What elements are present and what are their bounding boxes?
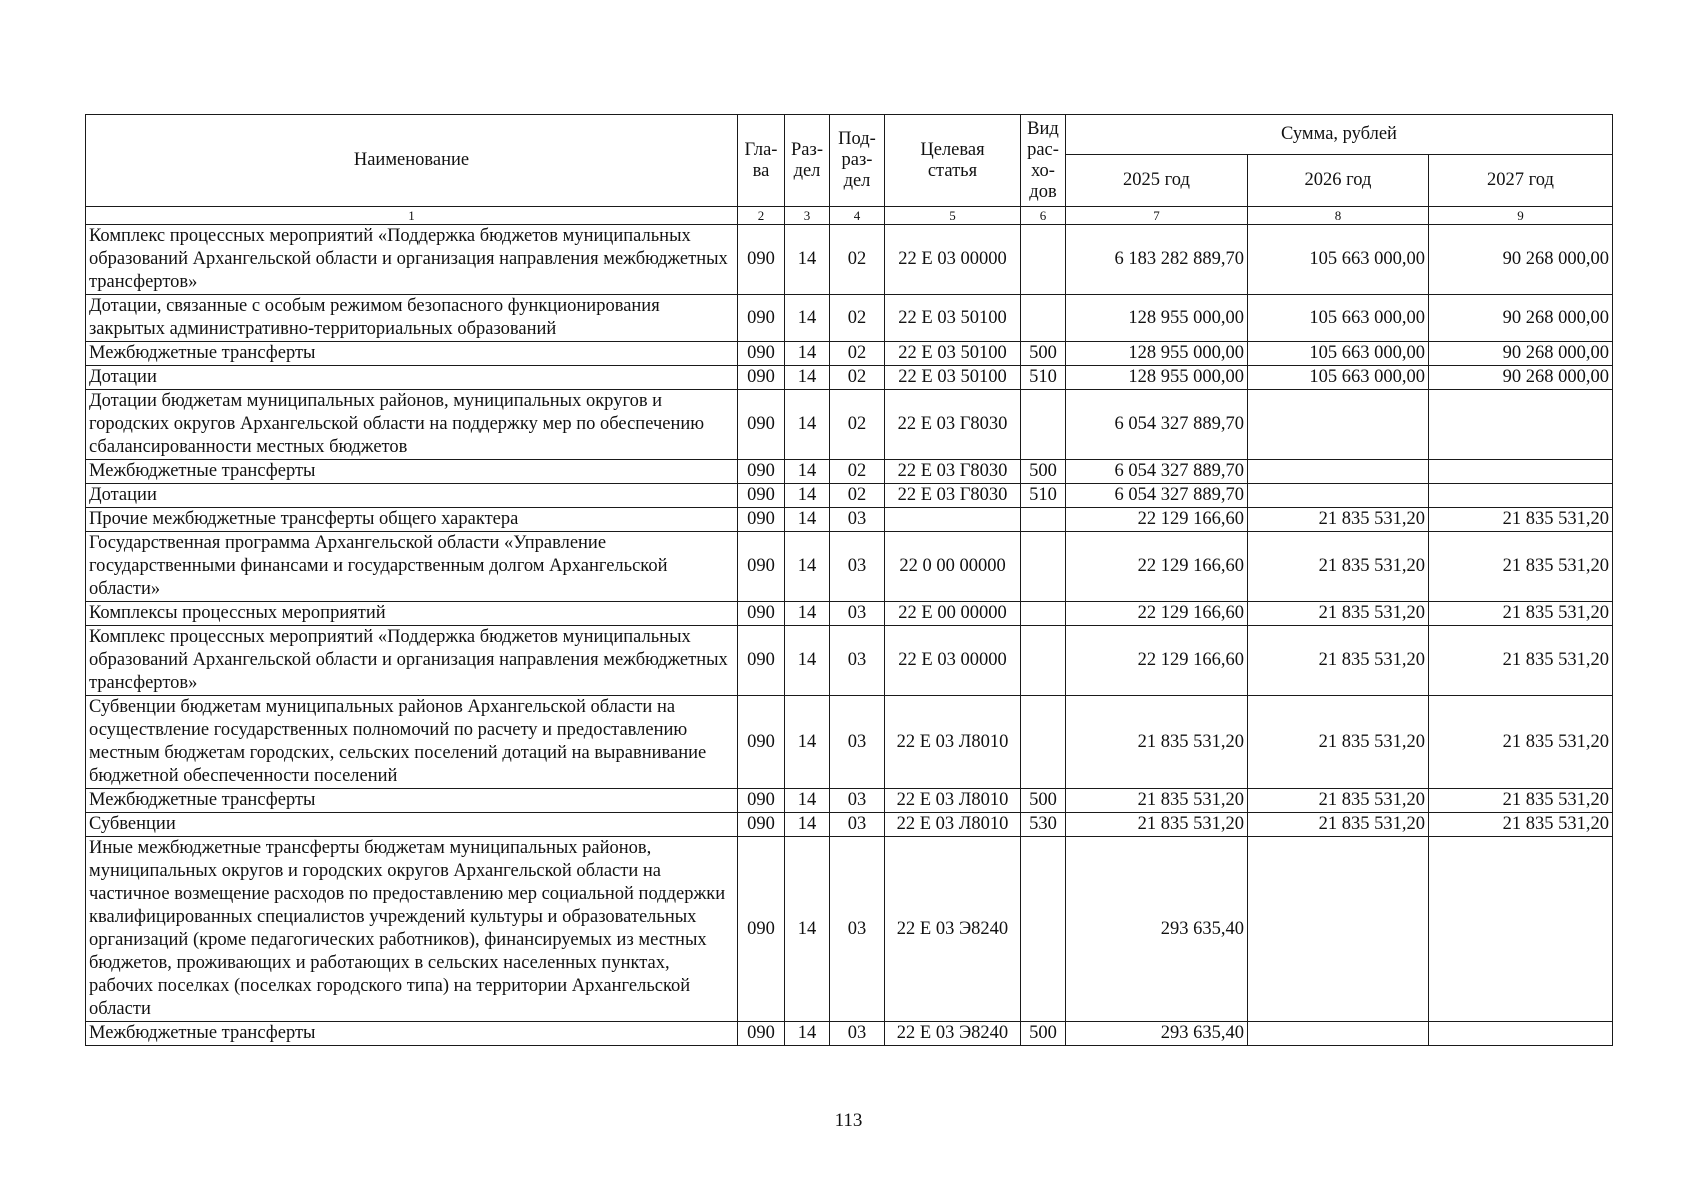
cell-vid-rashodov: 510: [1021, 484, 1066, 508]
cell-sum-2027: [1429, 837, 1613, 1022]
cell-vid-rashodov: [1021, 390, 1066, 460]
col-index: 3: [785, 207, 830, 225]
cell-glava: 090: [738, 532, 785, 602]
cell-sum-2027: 21 835 531,20: [1429, 813, 1613, 837]
header-podrazdel: Под- раз- дел: [830, 115, 885, 207]
cell-podrazdel: 03: [830, 626, 885, 696]
page-number: 113: [834, 1110, 863, 1131]
cell-sum-2027: 90 268 000,00: [1429, 342, 1613, 366]
cell-celevaya-statya: 22 Е 03 Л8010: [885, 813, 1021, 837]
cell-podrazdel: 03: [830, 789, 885, 813]
cell-celevaya-statya: 22 0 00 00000: [885, 532, 1021, 602]
cell-sum-2027: 21 835 531,20: [1429, 508, 1613, 532]
cell-celevaya-statya: 22 Е 03 Г8030: [885, 484, 1021, 508]
cell-sum-2026: [1248, 1022, 1429, 1046]
table-row: [86, 225, 1613, 295]
cell-podrazdel: 02: [830, 366, 885, 390]
cell-razdel: 14: [785, 295, 830, 342]
cell-celevaya-statya: 22 Е 03 00000: [885, 225, 1021, 295]
cell-glava: 090: [738, 225, 785, 295]
cell-sum-2025: 6 054 327 889,70: [1066, 484, 1248, 508]
header-2025: 2025 год: [1066, 155, 1248, 207]
cell-glava: 090: [738, 1022, 785, 1046]
cell-podrazdel: 03: [830, 602, 885, 626]
cell-sum-2026: 105 663 000,00: [1248, 366, 1429, 390]
cell-name: Межбюджетные трансферты: [86, 1022, 738, 1046]
cell-podrazdel: 03: [830, 813, 885, 837]
cell-sum-2025: 21 835 531,20: [1066, 789, 1248, 813]
cell-sum-2026: 21 835 531,20: [1248, 813, 1429, 837]
cell-sum-2026: 105 663 000,00: [1248, 295, 1429, 342]
header-celevaya: Целевая статья: [885, 115, 1021, 207]
table-row: [86, 508, 1613, 532]
cell-name: Комплекс процессных мероприятий «Поддержка бюджетов муниципальных образований Архангельской области и организация направления межбюджетных трансфертов»: [86, 225, 738, 295]
cell-vid-rashodov: 500: [1021, 342, 1066, 366]
cell-razdel: 14: [785, 342, 830, 366]
cell-celevaya-statya: [885, 508, 1021, 532]
cell-sum-2025: 293 635,40: [1066, 837, 1248, 1022]
cell-sum-2025: 21 835 531,20: [1066, 696, 1248, 789]
cell-sum-2026: 21 835 531,20: [1248, 626, 1429, 696]
cell-razdel: 14: [785, 532, 830, 602]
cell-celevaya-statya: 22 Е 03 50100: [885, 295, 1021, 342]
cell-sum-2026: 21 835 531,20: [1248, 508, 1429, 532]
header-razdel: Раз- дел: [785, 115, 830, 207]
cell-name: Межбюджетные трансферты: [86, 460, 738, 484]
cell-glava: 090: [738, 390, 785, 460]
cell-name: Дотации: [86, 366, 738, 390]
table-row: [86, 484, 1613, 508]
cell-name: Прочие межбюджетные трансферты общего характера: [86, 508, 738, 532]
cell-sum-2025: 293 635,40: [1066, 1022, 1248, 1046]
table-row: [86, 532, 1613, 602]
cell-razdel: 14: [785, 696, 830, 789]
cell-sum-2025: 21 835 531,20: [1066, 813, 1248, 837]
col-index: 5: [885, 207, 1021, 225]
cell-sum-2026: [1248, 390, 1429, 460]
cell-sum-2027: [1429, 1022, 1613, 1046]
cell-glava: 090: [738, 508, 785, 532]
cell-vid-rashodov: [1021, 626, 1066, 696]
cell-celevaya-statya: 22 Е 03 00000: [885, 626, 1021, 696]
cell-sum-2027: 90 268 000,00: [1429, 366, 1613, 390]
cell-glava: 090: [738, 484, 785, 508]
cell-sum-2027: 21 835 531,20: [1429, 626, 1613, 696]
cell-glava: 090: [738, 602, 785, 626]
budget-table: [85, 114, 1613, 1046]
col-index: 8: [1248, 207, 1429, 225]
cell-glava: 090: [738, 837, 785, 1022]
cell-glava: 090: [738, 789, 785, 813]
cell-sum-2026: 21 835 531,20: [1248, 789, 1429, 813]
cell-celevaya-statya: 22 Е 03 Г8030: [885, 460, 1021, 484]
col-index: 6: [1021, 207, 1066, 225]
cell-sum-2026: 21 835 531,20: [1248, 696, 1429, 789]
cell-vid-rashodov: 500: [1021, 789, 1066, 813]
cell-podrazdel: 03: [830, 508, 885, 532]
cell-podrazdel: 03: [830, 837, 885, 1022]
cell-name: Дотации, связанные с особым режимом безопасного функционирования закрытых административно-территориальных образований: [86, 295, 738, 342]
cell-sum-2026: 105 663 000,00: [1248, 342, 1429, 366]
cell-razdel: 14: [785, 484, 830, 508]
cell-sum-2026: [1248, 460, 1429, 484]
cell-name: Комплексы процессных мероприятий: [86, 602, 738, 626]
table-row: [86, 366, 1613, 390]
cell-sum-2025: 22 129 166,60: [1066, 532, 1248, 602]
col-index: 2: [738, 207, 785, 225]
header-2026: 2026 год: [1248, 155, 1429, 207]
table-body: [86, 225, 1613, 1046]
cell-razdel: 14: [785, 626, 830, 696]
cell-razdel: 14: [785, 366, 830, 390]
cell-razdel: 14: [785, 837, 830, 1022]
cell-vid-rashodov: [1021, 532, 1066, 602]
cell-vid-rashodov: 500: [1021, 460, 1066, 484]
col-index: 4: [830, 207, 885, 225]
header-summa: Сумма, рублей: [1066, 115, 1613, 155]
cell-glava: 090: [738, 342, 785, 366]
cell-celevaya-statya: 22 Е 03 Л8010: [885, 789, 1021, 813]
cell-razdel: 14: [785, 460, 830, 484]
cell-sum-2027: 21 835 531,20: [1429, 602, 1613, 626]
cell-glava: 090: [738, 813, 785, 837]
cell-podrazdel: 02: [830, 460, 885, 484]
cell-glava: 090: [738, 366, 785, 390]
cell-name: Субвенции бюджетам муниципальных районов Архангельской области на осуществление государственных полномочий по расчету и предоставлению местным бюджетам городских, сельских поселений дотаций на выравнивание бюджетной обеспеченности поселений: [86, 696, 738, 789]
cell-name: Субвенции: [86, 813, 738, 837]
col-index: 1: [86, 207, 738, 225]
cell-name: Межбюджетные трансферты: [86, 789, 738, 813]
cell-sum-2026: 105 663 000,00: [1248, 225, 1429, 295]
cell-podrazdel: 03: [830, 696, 885, 789]
cell-name: Дотации бюджетам муниципальных районов, муниципальных округов и городских округов Архангельской области на поддержку мер по обеспечению сбалансированности местных бюджетов: [86, 390, 738, 460]
cell-sum-2027: 90 268 000,00: [1429, 295, 1613, 342]
cell-vid-rashodov: [1021, 295, 1066, 342]
cell-sum-2025: 22 129 166,60: [1066, 602, 1248, 626]
cell-podrazdel: 02: [830, 390, 885, 460]
cell-vid-rashodov: [1021, 508, 1066, 532]
table-row: [86, 602, 1613, 626]
cell-podrazdel: 02: [830, 342, 885, 366]
cell-sum-2025: 6 054 327 889,70: [1066, 390, 1248, 460]
cell-razdel: 14: [785, 602, 830, 626]
cell-celevaya-statya: 22 Е 03 Г8030: [885, 390, 1021, 460]
cell-glava: 090: [738, 696, 785, 789]
header-2027: 2027 год: [1429, 155, 1613, 207]
cell-razdel: 14: [785, 1022, 830, 1046]
cell-name: Межбюджетные трансферты: [86, 342, 738, 366]
table-row: [86, 342, 1613, 366]
cell-name: Комплекс процессных мероприятий «Поддержка бюджетов муниципальных образований Архангельской области и организация направления межбюджетных трансфертов»: [86, 626, 738, 696]
cell-glava: 090: [738, 295, 785, 342]
cell-sum-2025: 6 054 327 889,70: [1066, 460, 1248, 484]
cell-vid-rashodov: [1021, 837, 1066, 1022]
cell-sum-2027: 21 835 531,20: [1429, 696, 1613, 789]
cell-celevaya-statya: 22 Е 03 Э8240: [885, 837, 1021, 1022]
table-header: [86, 115, 1613, 225]
cell-celevaya-statya: 22 Е 00 00000: [885, 602, 1021, 626]
cell-razdel: 14: [785, 390, 830, 460]
cell-vid-rashodov: [1021, 602, 1066, 626]
cell-sum-2027: 21 835 531,20: [1429, 789, 1613, 813]
cell-podrazdel: 03: [830, 1022, 885, 1046]
cell-name: Государственная программа Архангельской области «Управление государственными финансами и государственным долгом Архангельской области»: [86, 532, 738, 602]
cell-razdel: 14: [785, 508, 830, 532]
header-vid: Вид рас- хо- дов: [1021, 115, 1066, 207]
cell-name: Иные межбюджетные трансферты бюджетам муниципальных районов, муниципальных округов и городских округов Архангельской области на частичное возмещение расходов по предоставлению мер социальной поддержки квалифицированных специалистов учреждений культуры и образовательных организаций (кроме педагогических работников), финансируемых из местных бюджетов, проживающих и работающих в сельских населенных пунктах, рабочих поселках (поселках городского типа) на территории Архангельской области: [86, 837, 738, 1022]
cell-podrazdel: 02: [830, 225, 885, 295]
cell-sum-2026: 21 835 531,20: [1248, 602, 1429, 626]
cell-vid-rashodov: 530: [1021, 813, 1066, 837]
cell-sum-2025: 128 955 000,00: [1066, 295, 1248, 342]
cell-glava: 090: [738, 626, 785, 696]
cell-sum-2026: [1248, 484, 1429, 508]
column-index-row: [86, 207, 1613, 225]
cell-sum-2027: [1429, 484, 1613, 508]
table-row: [86, 813, 1613, 837]
cell-sum-2027: [1429, 460, 1613, 484]
cell-podrazdel: 02: [830, 484, 885, 508]
cell-celevaya-statya: 22 Е 03 Э8240: [885, 1022, 1021, 1046]
cell-sum-2027: 90 268 000,00: [1429, 225, 1613, 295]
header-name: Наименование: [86, 115, 738, 207]
cell-glava: 090: [738, 460, 785, 484]
cell-sum-2025: 6 183 282 889,70: [1066, 225, 1248, 295]
header-glava: Гла- ва: [738, 115, 785, 207]
cell-sum-2025: 22 129 166,60: [1066, 626, 1248, 696]
cell-sum-2025: 128 955 000,00: [1066, 366, 1248, 390]
table-row: [86, 626, 1613, 696]
col-index: 7: [1066, 207, 1248, 225]
table-row: [86, 295, 1613, 342]
cell-razdel: 14: [785, 225, 830, 295]
col-index: 9: [1429, 207, 1613, 225]
table-row: [86, 837, 1613, 1022]
cell-razdel: 14: [785, 789, 830, 813]
cell-name: Дотации: [86, 484, 738, 508]
cell-celevaya-statya: 22 Е 03 Л8010: [885, 696, 1021, 789]
cell-sum-2027: 21 835 531,20: [1429, 532, 1613, 602]
cell-razdel: 14: [785, 813, 830, 837]
table-row: [86, 1022, 1613, 1046]
cell-vid-rashodov: 500: [1021, 1022, 1066, 1046]
cell-vid-rashodov: [1021, 696, 1066, 789]
cell-podrazdel: 03: [830, 532, 885, 602]
cell-podrazdel: 02: [830, 295, 885, 342]
table-row: [86, 696, 1613, 789]
table-row: [86, 789, 1613, 813]
cell-sum-2025: 128 955 000,00: [1066, 342, 1248, 366]
cell-celevaya-statya: 22 Е 03 50100: [885, 366, 1021, 390]
cell-celevaya-statya: 22 Е 03 50100: [885, 342, 1021, 366]
table-row: [86, 460, 1613, 484]
cell-sum-2026: 21 835 531,20: [1248, 532, 1429, 602]
cell-vid-rashodov: 510: [1021, 366, 1066, 390]
cell-sum-2026: [1248, 837, 1429, 1022]
cell-sum-2025: 22 129 166,60: [1066, 508, 1248, 532]
cell-sum-2027: [1429, 390, 1613, 460]
table-row: [86, 390, 1613, 460]
cell-vid-rashodov: [1021, 225, 1066, 295]
